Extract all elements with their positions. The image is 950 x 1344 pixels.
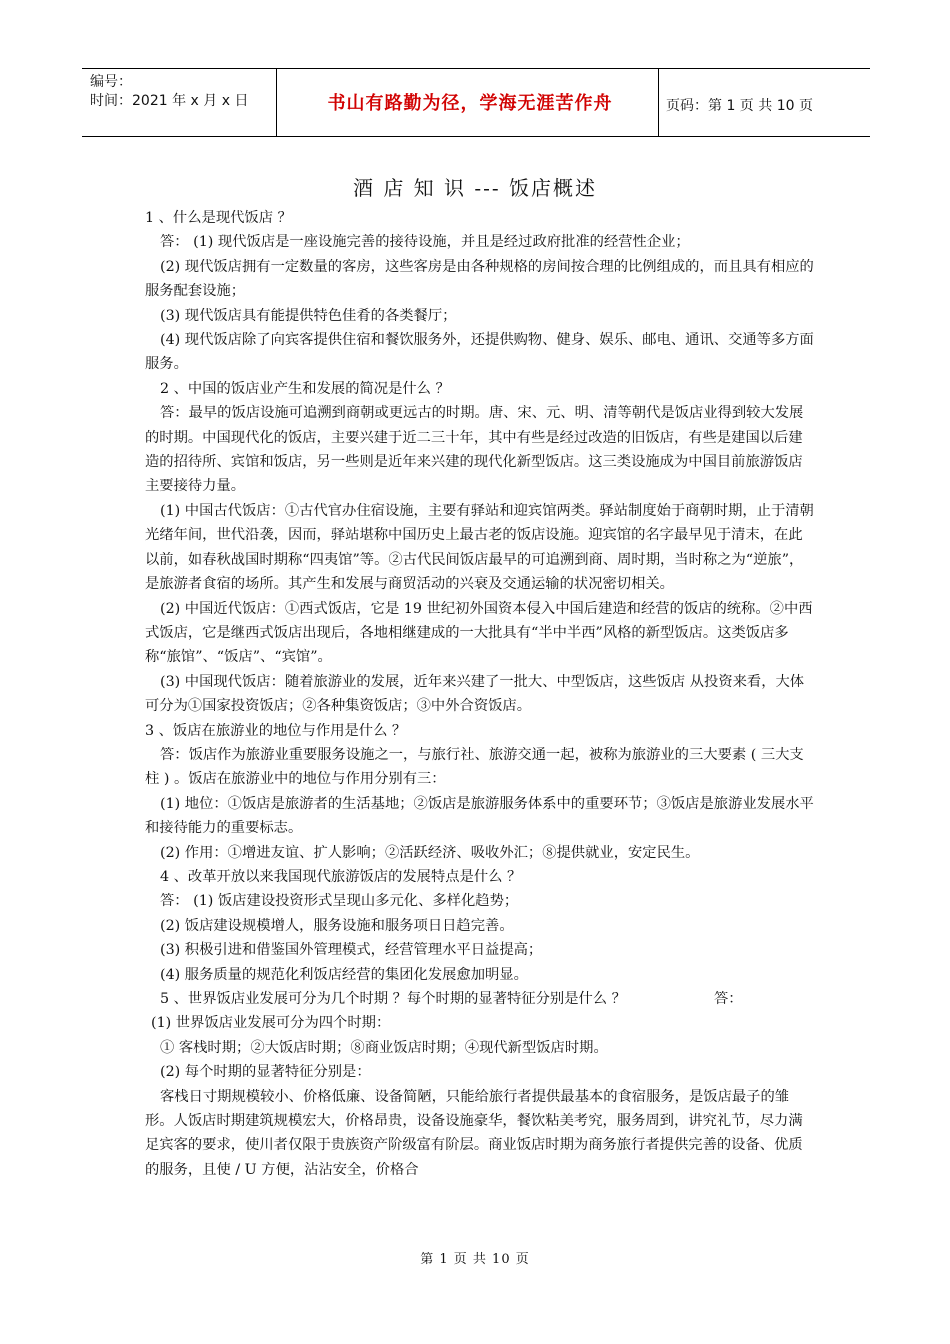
answer-paragraph: 答： (1) 饭店建设投资形式呈现山多元化、多样化趋势； bbox=[160, 893, 519, 910]
answer-paragraph: (2) 现代饭店拥有一定数量的客房，这些客房是由各种规格的房间按合理的比例组成的，而且具有相应的服务配套设施； bbox=[145, 258, 814, 300]
question-1: 1 、什么是现代饭店 ？ bbox=[145, 210, 292, 226]
answer-paragraph: (4) 现代饭店除了向宾客提供住宿和餐饮服务外，还提供购物、健身、娱乐、邮电、通讯、交通等多方面服务。 bbox=[145, 332, 814, 373]
header-divider-right bbox=[658, 69, 659, 136]
answer-paragraph: 答：饭店作为旅游业重要服务设施之一，与旅行社、旅游交通一起，被称为旅游业的三大要素 ( 三大支柱 ) 。饭店在旅游业中的地位与作用分别有三： bbox=[145, 746, 804, 788]
answer-paragraph: (1) 世界饭店业发展可分为四个时期： bbox=[151, 1015, 391, 1032]
document-body bbox=[145, 206, 815, 1182]
question-3: 3 、饭店在旅游业的地位与作用是什么 ？ bbox=[145, 722, 407, 739]
answer-paragraph: (2) 饭店建设规模增人，服务设施和服务项日日趋完善。 bbox=[160, 917, 514, 934]
answer-paragraph: 答：最早的饭店设施可追溯到商朝或更远古的时期。唐、宋、元、明、清等朝代是饭店业得到较大发展的时期。中国现代化的饭店，主要兴建于近二三十年，其中有些是经过改造的旧饭店，有些是建国以后建造的招待所、宾馆和饭店，另一些则是近年来兴建的现代化新型饭店。这三类设施成为中国目前旅游饭店主要接待力量。 bbox=[145, 405, 804, 495]
header-meta bbox=[90, 73, 248, 111]
answer-paragraph: (2) 每个时期的显著特征分别是： bbox=[160, 1064, 371, 1081]
question-2: 2 、中国的饭店业产生和发展的简况是什么 ？ bbox=[160, 380, 450, 397]
document-title: 酒 店 知 识 --- 饭店概述 bbox=[352, 176, 598, 200]
answer-paragraph: (3) 现代饭店具有能提供特色佳肴的各类餐厅； bbox=[160, 307, 457, 324]
answer-paragraph: (3) 中国现代饭店：随着旅游业的发展，近年来兴建了一批大、中型饭店，这些饭店 从投资来看，大体可分为①国家投资饭店；②各种集资饭店；③中外合资饭店。 bbox=[145, 673, 805, 715]
answer-paragraph: (1) 中国古代饭店：①古代官办住宿设施，主要有驿站和迎宾馆两类。驿站制度始于商朝时期，止于清朝光绪年间，世代沿袭，因而，驿站堪称中国历史上最古老的饭店设施。迎宾馆的名字最早见于清末，在此以前，如春秋战国时期称“四夷馆”等。②古代民间饭店最早的可追溯到商、周时期，当时称之为“逆旅”，是旅游者食宿的场所。其产生和发展与商贸活动的兴衰及交通运输的状况密切相关。 bbox=[145, 502, 814, 593]
answer-paragraph: ① 客栈时期；②大饭店时期；⑧商业饭店时期；④现代新型饭店时期。 bbox=[160, 1039, 608, 1056]
header-number-label: 编号： bbox=[90, 74, 132, 90]
answer-paragraph: (2) 作用：①增进友谊、扩人影响；②活跃经济、吸收外汇；⑧提供就业，安定民生。 bbox=[160, 844, 700, 861]
answer-paragraph: (3) 积极引进和借鉴国外管理模式，经营管理水平日益提高； bbox=[160, 942, 543, 959]
answer-paragraph: (4) 服务质量的规范化利饭店经营的集团化发展愈加明显。 bbox=[160, 966, 528, 983]
answer-paragraph: (2) 中国近代饭店：①西式饭店，它是 19 世纪初外国资本侵入中国后建造和经营的饭店的统称。②中西式饭店，它是继西式饭店出现后，各地相继建成的一大批具有“半中半西”风格的新型饭店。这类饭店多称“旅馆”、“饭店”、“宾馆”。 bbox=[145, 600, 813, 666]
header-page-info: 页码：第 1 页 共 10 页 bbox=[666, 98, 813, 114]
question-5 bbox=[145, 987, 815, 1011]
question-4: 4 、改革开放以来我国现代旅游饭店的发展特点是什么 ？ bbox=[160, 868, 522, 885]
header-motto: 书山有路勤为径，学海无涯苦作舟 bbox=[327, 93, 613, 114]
answer-label: 答： bbox=[713, 991, 743, 1007]
answer-paragraph: 答： (1) 现代饭店是一座设施完善的接待设施，并且是经过政府批准的经营性企业； bbox=[160, 234, 690, 251]
question-5-text: 5 、世界饭店业发展可分为几个时期 ？每个时期的显著特征分别是什么 ？ bbox=[160, 991, 626, 1007]
answer-paragraph: (1) 地位：①饭店是旅游者的生活基地；②饭店是旅游服务体系中的重要环节；③饭店是旅游业发展水平和接待能力的重要标志。 bbox=[145, 795, 814, 837]
answer-paragraph: 客栈日寸期规模较小、价格低廉、设备简陋，只能给旅行者提供最基本的食宿服务，是饭店最子的雏形。人饭店时期建筑规模宏大，价格昂贵，设备设施豪华，餐饮粘美考究，服务周到，讲究礼节，尽力满足宾客的要求，使川者仅限于贵族资产阶级富有阶层。商业饭店时期为商务旅行者提供完善的设备、优质的服务，且使 / U 方便，沾沾安全，价格合 bbox=[145, 1088, 803, 1178]
page-footer: 第 1 页 共 10 页 bbox=[420, 1252, 530, 1267]
header-divider-left bbox=[276, 69, 277, 136]
page-header bbox=[82, 68, 870, 137]
header-date-label: 时间：2021 年 x 月 x 日 bbox=[90, 93, 249, 109]
